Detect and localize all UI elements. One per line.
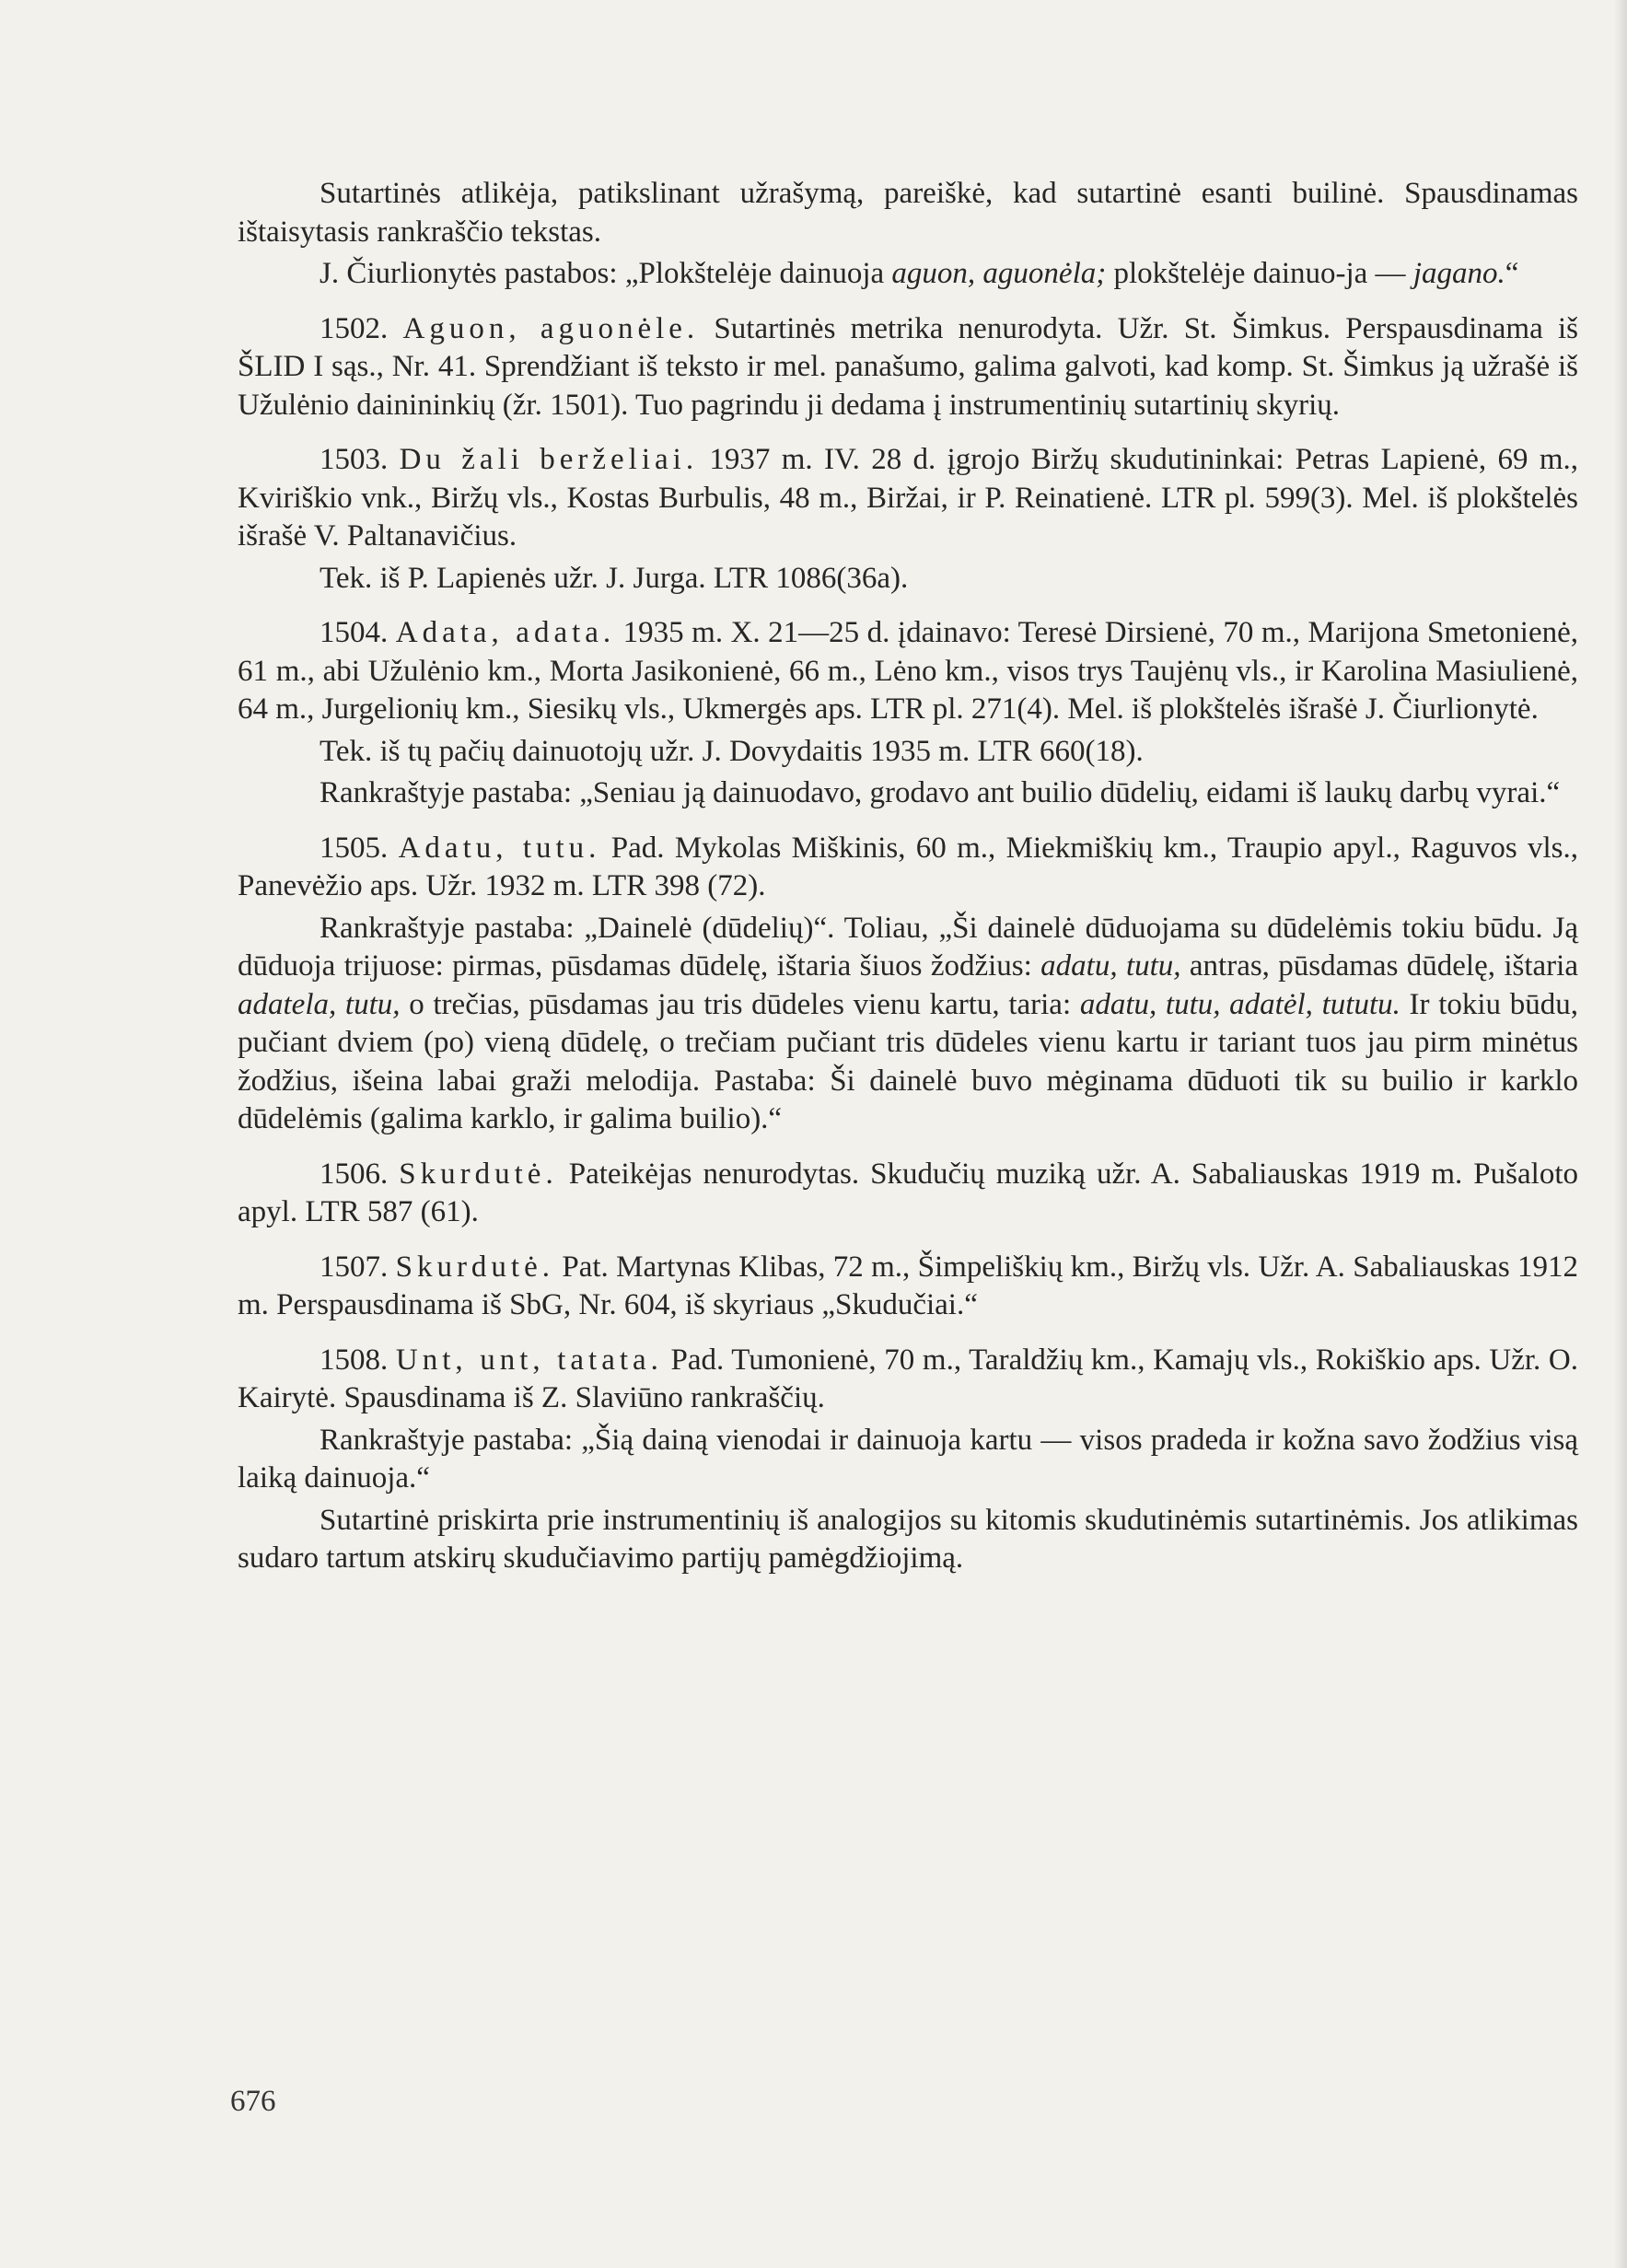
italic-run: adatu, tutu, [1040, 949, 1181, 983]
text-run: Rankraštyje pastaba: „Dainelė (dūdelių)“. Toliau, „Ši dainelė dūduojama su dūdelėmis tokiu būdu. Ją dūduoja trijuose: pirmas, pūsdamas dūdelę, ištaria šiuos žodžius: [238, 911, 1578, 983]
text-run: J. Čiurlionytės pastabos: „Plokštelėje dainuoja [320, 257, 892, 290]
entry-title: Adatu, tutu. [398, 831, 601, 865]
entry-1504 [238, 614, 1578, 729]
paragraph-intro-1: Sutartinės atlikėja, patikslinant užrašymą, pareiškė, kad sutartinė esanti builinė. Spausdinamas ištaisytasis rankraščio tekstas. [238, 177, 1578, 249]
entry-1506 [238, 1156, 1578, 1232]
entry-number: 1508. [320, 1343, 389, 1377]
page-number: 676 [230, 2085, 276, 2118]
entry-text: 1937 m. IV. 28 d. įgrojo Biržų skudutininkai: Petras Lapienė, 69 m., Kviriškio vnk., Biržų vls., Kostas Burbulis, 48 m., Biržai, ir P. Reinatienė. LTR pl. 599(3). Mel. iš plokštelės išrašė V. Paltanavičius. [238, 443, 1578, 552]
entry-1508-closing-note: Sutartinė priskirta prie instrumentinių iš analogijos su kitomis skudutinėmis sutartinėmis. Jos atlikimas sudaro tartum atskirų skudučiavimo partijų pamėgdžiojimą. [238, 1503, 1578, 1575]
italic-run: aguon, aguonėla; [891, 257, 1107, 290]
entry-text: Pat. Martynas Klibas, 72 m., Šimpeliškių km., Biržų vls. Užr. A. Sabaliauskas 1912 m. Perspausdinama iš SbG, Nr. 604, iš skyriaus „Skudučiai.“ [238, 1250, 1579, 1321]
italic-run: adatu, tutu, adatėl, tututu. [1079, 987, 1400, 1021]
entry-1504-text-note: Tek. iš tų pačių dainuotojų užr. J. Dovydaitis 1935 m. LTR 660(18). [320, 734, 1144, 768]
entry-number: 1506. [320, 1157, 389, 1191]
text-run: antras, pūsdamas dūdelę, ištaria [1180, 949, 1578, 983]
entry-1502 [238, 310, 1578, 425]
entry-1508-manuscript-note: Rankraštyje pastaba: „Šią dainą vienodai ir dainuoja kartu — visos pradeda ir kožna savo žodžius visą laiką dainuoja.“ [238, 1423, 1578, 1495]
entry-text: Pateikėjas nenurodytas. Skudučių muziką užr. A. Sabaliauskas 1919 m. Pušaloto apyl. LTR 587 (61). [238, 1157, 1578, 1228]
entry-title: Skurdutė. [399, 1157, 558, 1191]
entry-title: Du žali berželiai. [399, 443, 699, 476]
entry-1508 [238, 1342, 1578, 1418]
page-body [238, 175, 1578, 1578]
entry-1503-text-note: Tek. iš P. Lapienės užr. J. Jurga. LTR 1086(36a). [320, 561, 909, 595]
entry-1507 [238, 1249, 1578, 1325]
entry-title: Unt, unt, tatata. [395, 1343, 663, 1377]
entry-number: 1505. [320, 831, 389, 865]
entry-1503 [238, 441, 1578, 556]
page-edge-shadow [1614, 0, 1627, 2268]
entry-1504-manuscript-note: Rankraštyje pastaba: „Seniau ją dainuodavo, grodavo ant builio dūdelių, eidami iš laukų darbų vyrai.“ [320, 776, 1561, 809]
entry-text: 1935 m. X. 21—25 d. įdainavo: Teresė Dirsienė, 70 m., Marijona Smetonienė, 61 m., abi Užulėnio km., Morta Jasikonienė, 66 m., Lėno km., visos trys Taujėnų vls., ir Karolina Masiulienė, 64 m., Jurgelionių km., Siesikų vls., Ukmergės aps. LTR pl. 271(4). Mel. iš plokštelės išrašė J. Čiurlionytė. [238, 616, 1579, 726]
entry-title: Aguon, aguonėle. [402, 311, 700, 345]
entry-title: Adata, adata. [395, 616, 616, 649]
text-run: o trečias, pūsdamas jau tris dūdeles vienu kartu, taria: [400, 987, 1080, 1021]
entry-number: 1504. [320, 616, 389, 649]
entry-title: Skurdutė. [395, 1250, 555, 1284]
text-run: “ [1505, 257, 1519, 290]
entry-text: Pad. Tumonienė, 70 m., Taraldžių km., Kamajų vls., Rokiškio aps. Užr. O. Kairytė. Spausdinama iš Z. Slaviūno rankraščių. [238, 1343, 1578, 1414]
entry-text: Pad. Mykolas Miškinis, 60 m., Miekmiškių km., Traupio apyl., Raguvos vls., Panevėžio aps. Užr. 1932 m. LTR 398 (72). [238, 831, 1579, 902]
entry-text: Sutartinės metrika nenurodyta. Užr. St. Šimkus. Perspausdinama iš ŠLID I sąs., Nr. 41. Sprendžiant iš teksto ir mel. panašumo, galima galvoti, kad komp. St. Šimkus ją užrašė iš Užulėnio dainininkių (žr. 1501). Tuo pagrindu ji dedama į instrumentinių sutartinių skyrių. [238, 311, 1578, 422]
paragraph-intro-2 [238, 255, 1578, 294]
entry-number: 1507. [320, 1250, 389, 1284]
text-run: plokštelėje dainuo-ja — [1106, 257, 1413, 290]
entry-number: 1502. [320, 311, 389, 345]
entry-1505-manuscript-note [238, 910, 1578, 1139]
text-run: Ir tokiu būdu, pučiant dviem (po) vieną dūdelę, o trečiam pučiant tris dūdeles vienu kartu ir tariant tuos jau pirm minėtus žodžius, išeina labai graži melodija. Pastaba: Ši dainelė buvo mėginama dūduoti tik su builio ir karklo dūdelėmis (galima karklo, ir galima builio).“ [238, 987, 1578, 1135]
entry-1505 [238, 830, 1578, 906]
italic-run: jagano. [1412, 257, 1505, 290]
italic-run: adatela, tutu, [238, 987, 401, 1021]
entry-number: 1503. [320, 443, 389, 476]
